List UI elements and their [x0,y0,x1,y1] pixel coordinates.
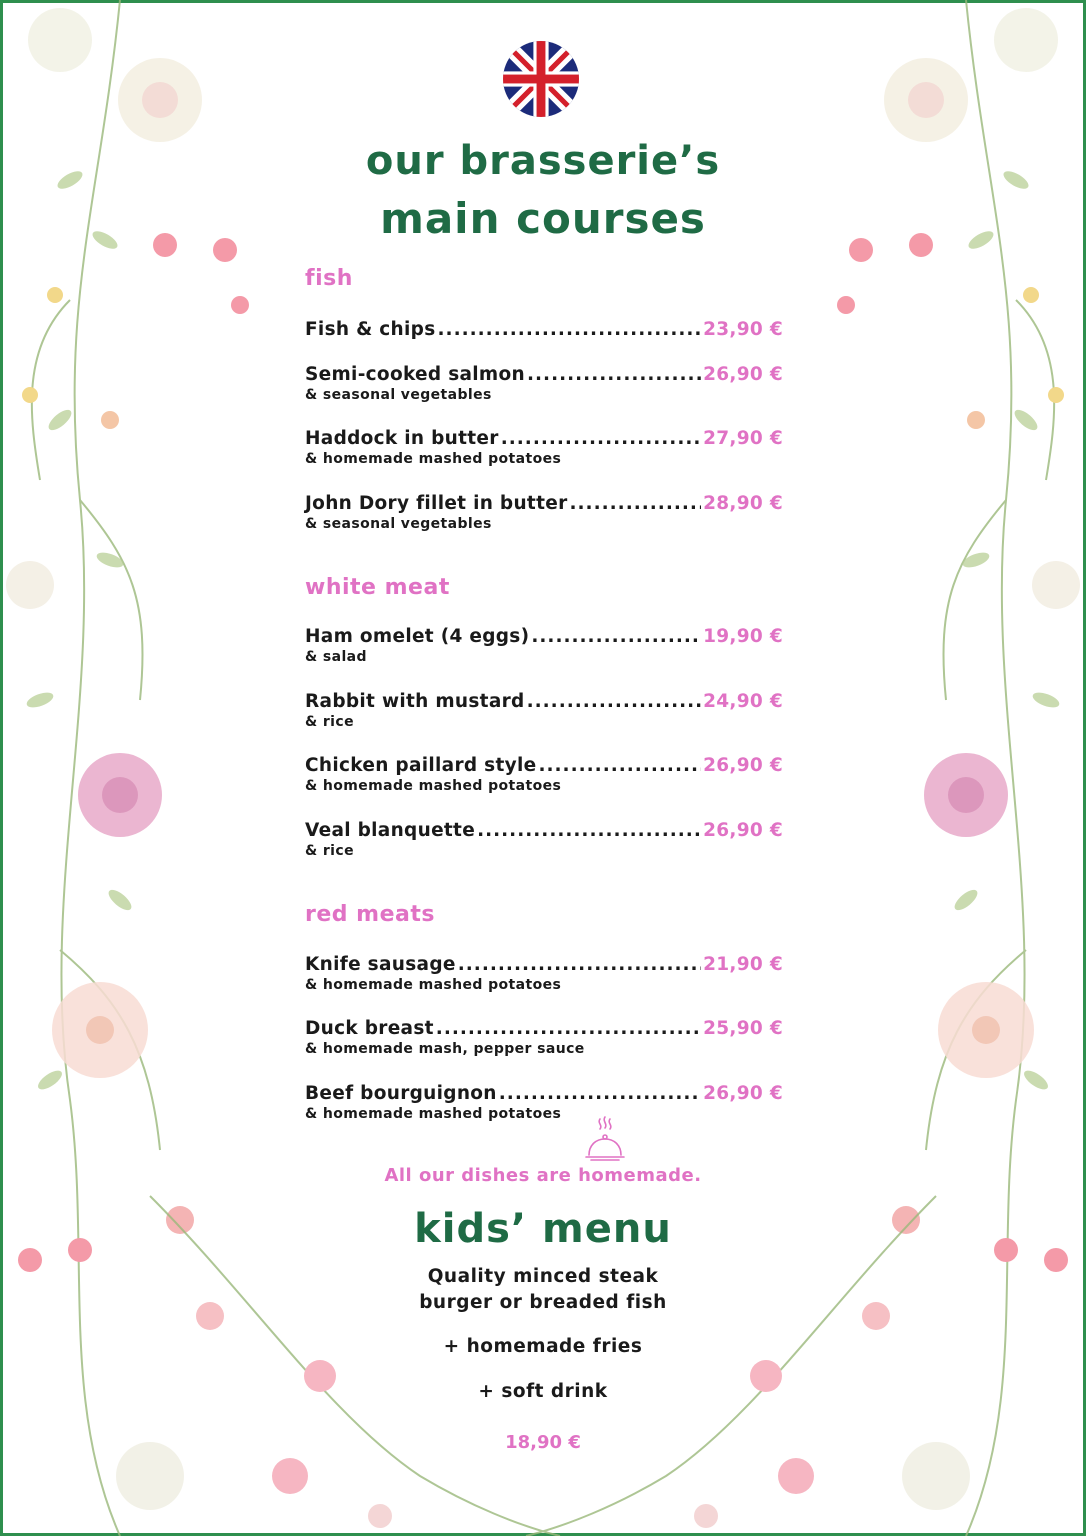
item-price: 21,90 € [703,954,783,975]
section-title-white-meat: white meat [305,575,450,600]
item-side: & homemade mashed potatoes [305,1106,562,1122]
menu-item [305,626,783,665]
item-price: 23,90 € [703,319,783,340]
menu-item [305,1018,783,1057]
item-side: & salad [305,649,367,665]
item-name: Knife sausage [305,954,456,975]
item-price: 27,90 € [703,428,783,449]
item-price: 19,90 € [703,626,783,647]
item-price: 26,90 € [703,755,783,776]
menu-item [305,820,783,859]
menu-item [305,691,783,730]
item-price: 24,90 € [703,691,783,712]
item-side: & homemade mash, pepper sauce [305,1041,585,1057]
item-price: 26,90 € [703,364,783,385]
item-name: Beef bourguignon [305,1083,497,1104]
page-title-line2: main courses [380,194,706,243]
item-name: John Dory fillet in butter [305,493,568,514]
menu-item [305,493,783,532]
item-side: & homemade mashed potatoes [305,778,562,794]
item-side: & seasonal vegetables [305,516,492,532]
menu-item [305,428,783,467]
item-name: Chicken paillard style [305,755,537,776]
kids-line-2: burger or breaded fish [419,1292,667,1313]
kids-line-4: + soft drink [478,1381,608,1402]
item-price: 28,90 € [703,493,783,514]
item-side: & rice [305,843,354,859]
item-name: Rabbit with mustard [305,691,525,712]
section-title-fish: fish [305,266,353,291]
section-title-red-meats: red meats [305,902,435,927]
menu-item [305,1083,783,1122]
kids-line-3: + homemade fries [443,1336,643,1357]
item-price: 26,90 € [703,820,783,841]
homemade-note: All our dishes are homemade. [384,1165,702,1186]
item-side: & homemade mashed potatoes [305,977,562,993]
menu-item [305,319,783,340]
item-side: & rice [305,714,354,730]
menu-item [305,364,783,403]
kids-menu-price: 18,90 € [505,1432,581,1453]
menu-item [305,755,783,794]
page-title-line1: our brasserie’s [365,138,721,184]
item-name: Fish & chips [305,319,436,340]
kids-menu-title: kids’ menu [414,1206,672,1252]
item-price: 26,90 € [703,1083,783,1104]
item-name: Duck breast [305,1018,434,1039]
cloche-icon [583,1115,627,1165]
item-name: Semi-cooked salmon [305,364,525,385]
item-side: & homemade mashed potatoes [305,451,562,467]
item-price: 25,90 € [703,1018,783,1039]
kids-line-1: Quality minced steak [427,1266,659,1287]
item-name: Veal blanquette [305,820,476,841]
uk-flag-icon [503,41,579,117]
menu-item [305,954,783,993]
item-side: & seasonal vegetables [305,387,492,403]
item-name: Ham omelet (4 eggs) [305,626,530,647]
item-name: Haddock in butter [305,428,499,449]
